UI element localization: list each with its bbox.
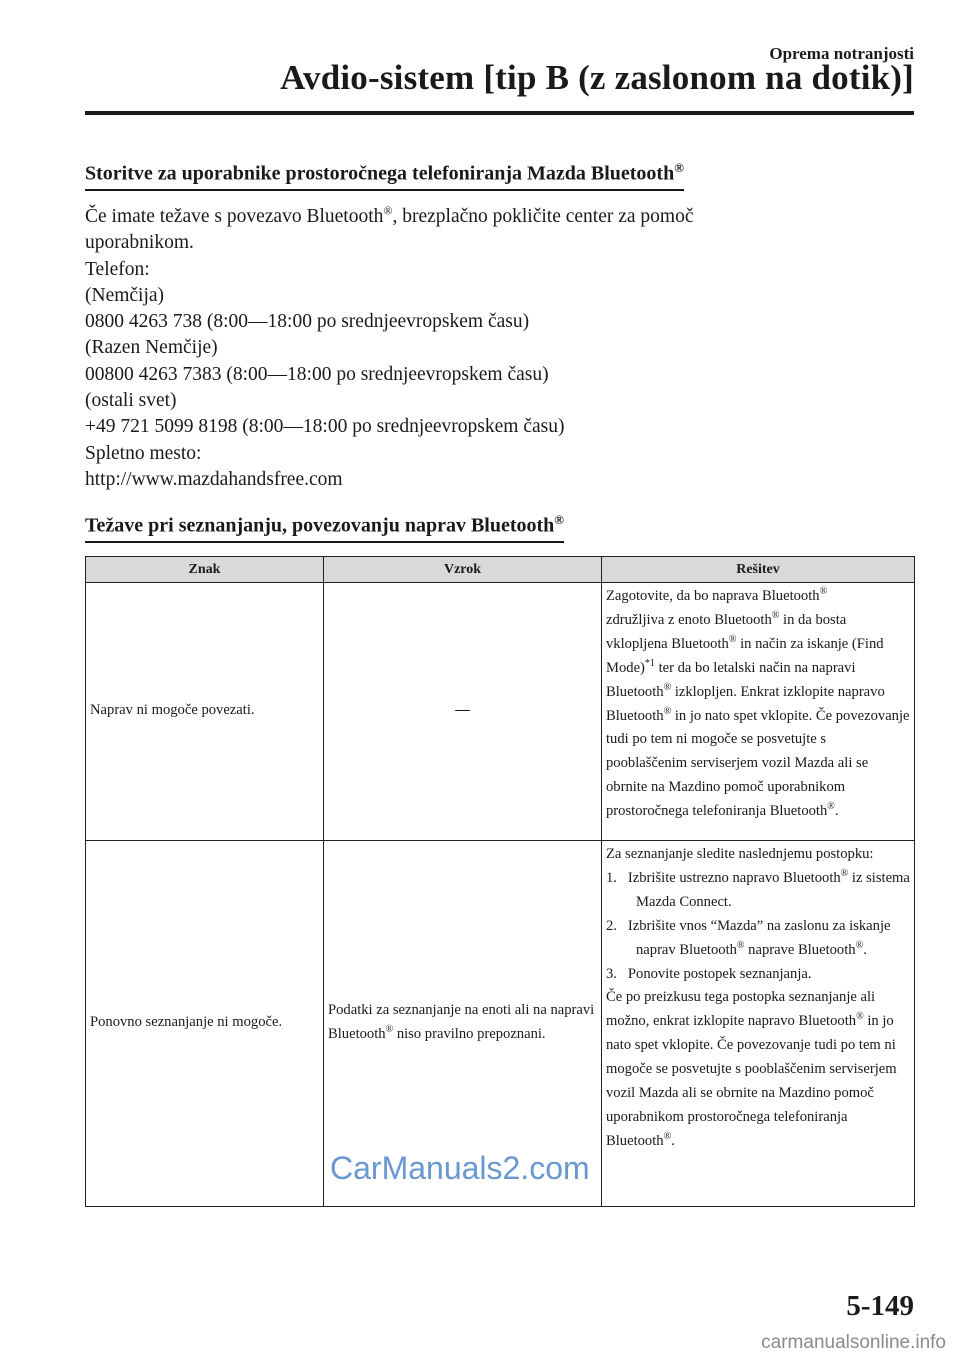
website-url: http://www.mazdahandsfree.com <box>85 468 343 490</box>
cause-cell: — <box>324 583 602 841</box>
service-body <box>85 204 885 493</box>
solution-followup: Če po preizkusu tega postopka seznanjanje ali možno, enkrat izklopite napravo Bluetooth® in jo nato spet vklopite. Če povezovanje tudi po tem ni mogoče se posvetujte s pooblaščenim serviserjem vozil Mazda ali se obrnite na Mazdino pomoč uporabnikom prostoročnega telefoniranja Bluetooth®. <box>606 989 897 1149</box>
symptom-cell: Ponovno seznanjanje ni mogoče. <box>86 841 324 1207</box>
solution-steps <box>606 867 910 987</box>
step-item: 2. Izbrišite vnos “Mazda” na zaslonu za iskanje naprav Bluetooth® naprave Bluetooth®. <box>606 917 891 958</box>
header-divider <box>85 111 914 115</box>
solution-cell: Zagotovite, da bo naprava Bluetooth® združljiva z enoto Bluetooth® in da bosta vklopljena Bluetooth® in način za iskanje (Find Mode)$^{*1}$ ter da bo letalski način na napravi Bluetooth® izklopljen. Enkrat izklopite napravo Bluetooth® in jo nato spet vklopite. Če povezovanje tudi po tem ni mogoče se posvetujte s pooblaščenim serviserjem vozil Mazda ali se obrnite na Mazdino pomoč uporabnikom prostoročnega telefoniranja Bluetooth®. <box>602 583 915 841</box>
website-label: Spletno mesto: <box>85 442 202 464</box>
rest-of-world-number: +49 721 5099 8198 (8:00―18:00 po srednjeevropskem času) <box>85 416 565 438</box>
troubleshooting-table <box>85 556 915 1207</box>
solution-intro: Za seznanjanje sledite naslednjemu postopku: <box>606 846 874 862</box>
step-item: 1. Izbrišite ustrezno napravo Bluetooth® iz sistema Mazda Connect. <box>606 868 910 910</box>
page-number: 5-149 <box>846 1290 914 1322</box>
step-item: 3. Ponovite postopek seznanjanja. <box>606 965 812 982</box>
header-section-title: Oprema notranjosti <box>769 44 914 63</box>
footer-watermark: carmanualsonline.info <box>761 1332 946 1353</box>
table-row <box>86 583 915 841</box>
watermark-logo: CarManuals2.com <box>330 1150 590 1186</box>
symptom-cell: Naprav ni mogoče povezati. <box>86 583 324 841</box>
intro-text: Če imate težave s povezavo Bluetooth®, brezplačno pokličite center za pomoč <box>85 203 694 227</box>
intro-text-line2: uporabnikom. <box>85 232 194 254</box>
page-title: Avdio-sistem [tip B (z zaslonom na dotik)] <box>280 58 914 97</box>
phone-label: Telefon: <box>85 258 150 280</box>
solution-cell <box>602 841 915 1207</box>
germany-label: (Nemčija) <box>85 284 165 306</box>
table-header-row <box>86 557 915 583</box>
footnote-marker: *1 <box>644 657 655 669</box>
service-heading: Storitve za uporabnike prostoročnega telefoniranja Mazda Bluetooth® <box>85 160 684 191</box>
rest-of-world-label: (ostali svet) <box>85 390 177 412</box>
column-header-solution: Rešitev <box>602 557 915 583</box>
cause-cell: Podatki za seznanjanje na enoti ali na napravi Bluetooth® niso pravilno prepoznani. <box>324 841 602 1207</box>
pairing-heading: Težave pri seznanjanju, povezovanju naprav Bluetooth® <box>85 512 564 543</box>
column-header-symptom: Znak <box>86 557 324 583</box>
outside-germany-label: (Razen Nemčije) <box>85 337 218 359</box>
column-header-cause: Vzrok <box>324 557 602 583</box>
germany-number: 0800 4263 738 (8:00—18:00 po srednjeevropskem času) <box>85 311 530 333</box>
outside-germany-number: 00800 4263 7383 (8:00—18:00 po srednjeevropskem času) <box>85 363 549 385</box>
